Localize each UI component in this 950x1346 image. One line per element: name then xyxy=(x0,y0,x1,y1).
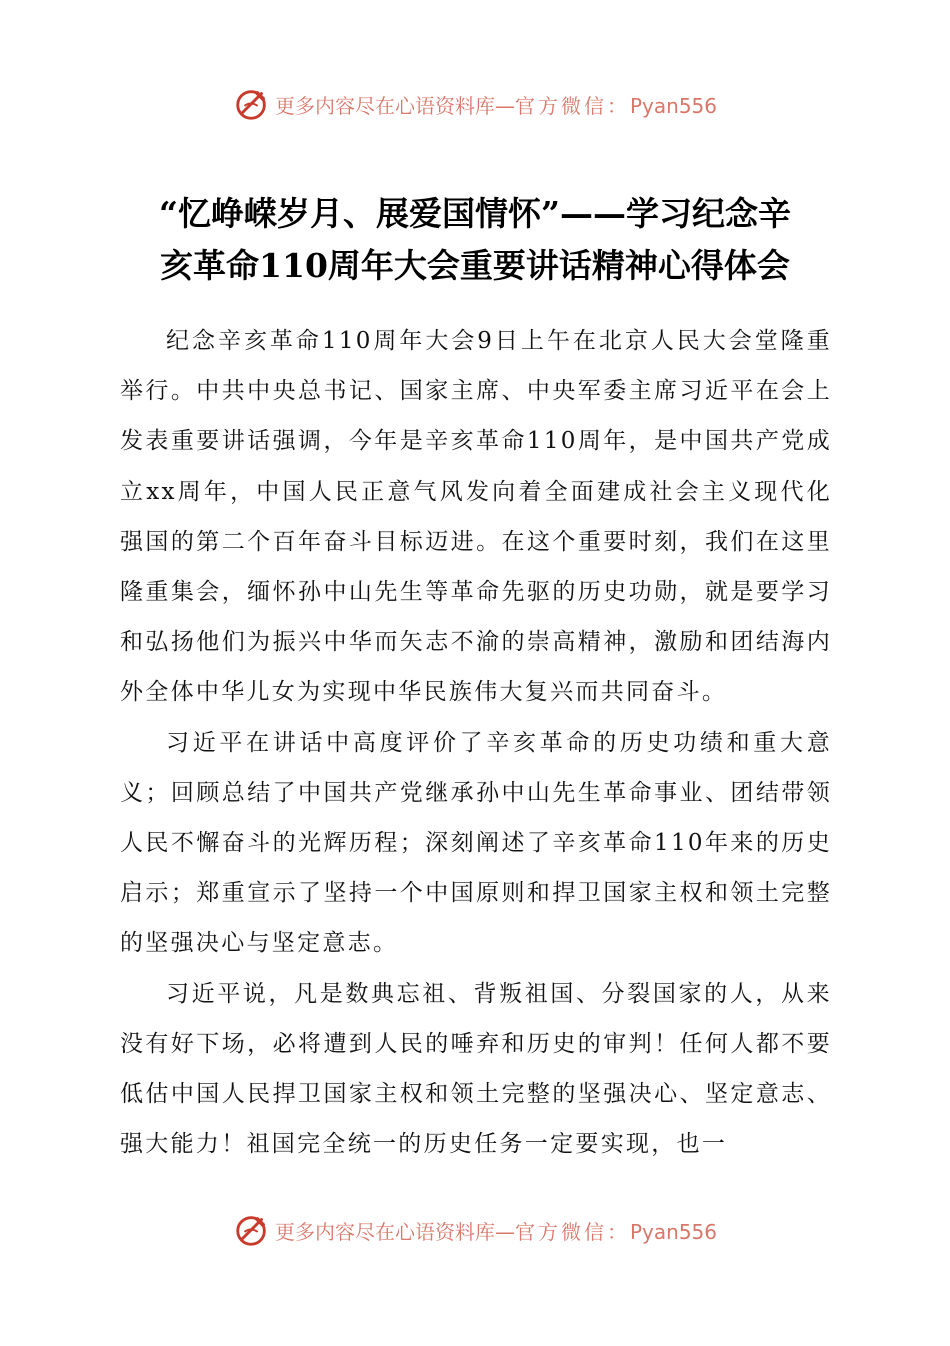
watermark-text xyxy=(275,1216,717,1245)
watermark-header xyxy=(0,82,950,126)
title-line-2: 亥革命110周年大会重要讲话精神心得体会 xyxy=(160,246,790,285)
pen-circle-logo-icon xyxy=(233,1211,271,1249)
watermark-wechat-label: 官方微信： xyxy=(514,93,630,118)
watermark-wechat-id: Pyan556 xyxy=(629,1219,717,1244)
paragraph-3: 习近平说，凡是数典忘祖、背叛祖国、分裂国家的人，从来没有好下场，必将遭到人民的唾弃和历史的审判！任何人都不要低估中国人民捍卫国家主权和领土完整的坚强决心、坚定意志、强大能力！祖国完全统一的历史任务一定要实现，也一 xyxy=(120,980,832,1158)
watermark-text xyxy=(275,90,717,119)
watermark-library-text: 更多内容尽在心语资料库— xyxy=(274,1219,515,1244)
watermark-wechat-label: 官方微信： xyxy=(514,1219,630,1244)
document-title xyxy=(0,188,950,292)
pen-circle-logo-icon xyxy=(233,85,271,123)
document-body xyxy=(120,316,832,1169)
paragraph-2: 习近平在讲话中高度评价了辛亥革命的历史功绩和重大意义；回顾总结了中国共产党继承孙中山先生革命事业、团结带领人民不懈奋斗的光辉历程；深刻阐述了辛亥革命110年来的历史启示；郑重宣示了坚持一个中国原则和捍卫国家主权和领土完整的坚强决心与坚定意志。 xyxy=(120,729,832,957)
title-line-1: “忆峥嵘岁月、展爱国情怀”——学习纪念辛 xyxy=(159,194,791,233)
paragraph-1: 纪念辛亥革命110周年大会9日上午在北京人民大会堂隆重举行。中共中央总书记、国家主席、中央军委主席习近平在会上发表重要讲话强调，今年是辛亥革命110周年，是中国共产党成立xx周年，中国人民正意气风发向着全面建成社会主义现代化强国的第二个百年奋斗目标迈进。在这个重要时刻，我们在这里隆重集会，缅怀孙中山先生等革命先驱的历史功勋，就是要学习和弘扬他们为振兴中华而矢志不渝的崇高精神，激励和团结海内外全体中华儿女为实现中华民族伟大复兴而共同奋斗。 xyxy=(120,328,832,706)
watermark-footer xyxy=(0,1208,950,1252)
watermark-wechat-id: Pyan556 xyxy=(629,93,717,118)
watermark-library-text: 更多内容尽在心语资料库— xyxy=(274,93,515,118)
